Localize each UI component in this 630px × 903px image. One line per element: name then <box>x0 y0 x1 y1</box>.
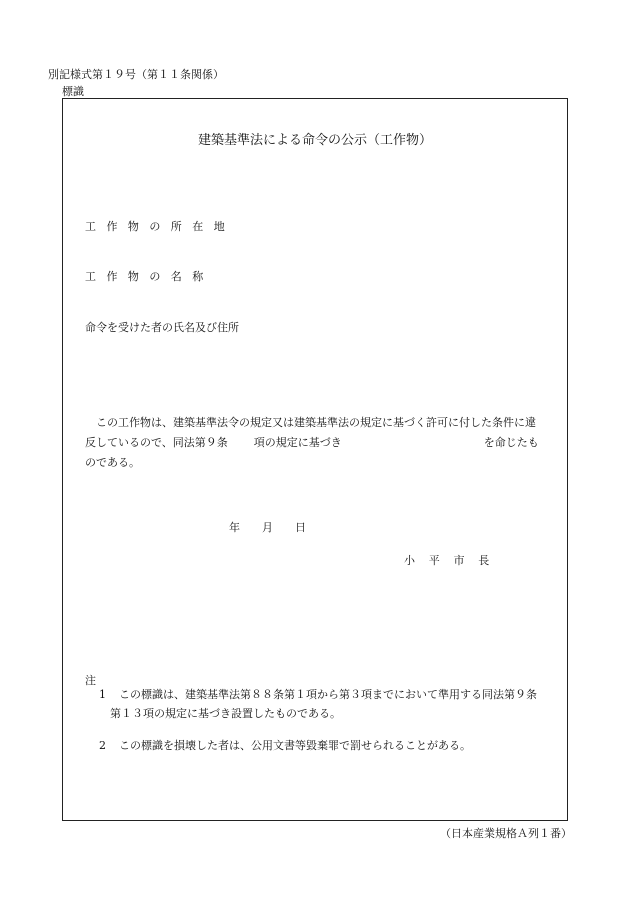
notice-body-line <box>85 453 547 473</box>
field-location-label: 工作物の所在地 <box>85 220 236 233</box>
field-name-label: 工作物の名称 <box>85 270 214 283</box>
issuer-name: 小平市長 <box>404 554 503 567</box>
note-text: この標識を損壊した者は、公用文書等毀棄罪で罰せられることがある。 <box>119 739 471 752</box>
notice-body <box>85 413 547 473</box>
notice-body-line1: この工作物は、建築基準法令の規定又は建築基準法の規定に基づく許可に付した条件に違 <box>96 416 536 429</box>
date-day-label: 日 <box>295 521 306 534</box>
note-text-continued: 第１３項の規定に基づき設置したものである。 <box>110 707 341 720</box>
field-recipient-label: 命令を受けた者の氏名及び住所 <box>85 321 239 334</box>
date-line <box>229 519 306 535</box>
form-number: 別記様式第１９号（第１１条関係） <box>48 68 224 81</box>
note-number: 1 <box>99 688 106 701</box>
size-note: （日本産業規格Ａ列１番） <box>440 827 572 840</box>
page-title: 建築基準法による命令の公示（工作物） <box>197 133 432 148</box>
sign-label: 標識 <box>62 85 84 98</box>
note-item <box>99 685 557 723</box>
note-number: 2 <box>99 739 106 752</box>
notes-heading: 注 <box>85 674 96 687</box>
notice-body-line2-part1: 反しているので、同法第９条 <box>85 436 228 449</box>
notice-body-line <box>85 433 547 453</box>
date-month-label: 月 <box>262 521 273 534</box>
notice-body-line3: のである。 <box>85 456 140 469</box>
notice-body-line2-part3: を命じたも <box>483 436 539 449</box>
note-text: この標識は、建築基準法第８８条第１項から第３項までにおいて準用する同法第９条 <box>119 688 537 701</box>
notice-body-line2-part2: 項の規定に基づき <box>253 436 342 449</box>
note-item <box>99 736 557 755</box>
date-year-label: 年 <box>229 521 240 534</box>
sign-frame <box>62 98 568 821</box>
notice-body-line <box>85 413 547 433</box>
